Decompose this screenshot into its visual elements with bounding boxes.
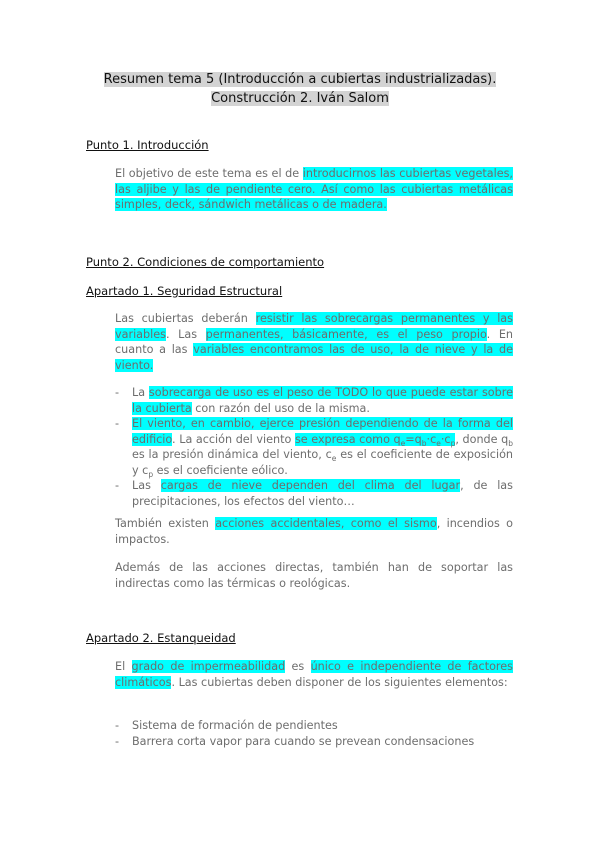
list-dash: - [115, 719, 120, 732]
text-run: , donde q [455, 432, 509, 446]
list-dash: - [115, 734, 120, 748]
subsection-heading-apartado-1: Apartado 1. Seguridad Estructural [86, 284, 283, 298]
list-acciones [115, 385, 513, 509]
text-run: La [132, 386, 149, 399]
text-run: También existen [115, 517, 216, 530]
section-heading-punto-1: Punto 1. Introducción [86, 138, 209, 152]
title-line-1: Resumen tema 5 (Introducción a cubiertas industrializadas). [103, 72, 497, 87]
highlighted-text: sobrecarga de uso es el peso de TODO lo que puede estar sobre la cubierta [132, 386, 513, 415]
subscript: p [450, 438, 456, 448]
paragraph-sobrecargas [115, 311, 513, 373]
subscript: e [331, 454, 337, 464]
text-run: Las cubiertas deberán [115, 312, 256, 325]
text-run: El [115, 660, 132, 673]
text-run: se expresa como q [294, 432, 401, 446]
list-item-viento [115, 416, 513, 478]
highlighted-text: introducirnos las cubiertas vegetales, las aljibe y las de pendiente cero. Así como las cubiertas metálicas simples, deck, sándwich metálicas o de madera. [115, 167, 513, 211]
highlighted-text: variables encontramos las de uso, la de nieve y la de viento. [115, 343, 513, 372]
highlighted-text: único e independiente de factores climáticos [115, 660, 513, 689]
list-dash: - [115, 417, 120, 430]
text-run: , incendios o impactos. [115, 517, 513, 546]
text-run: es la presión dinámica del viento, c [132, 448, 332, 461]
text-run: . En cuanto a las [115, 327, 513, 356]
text-run: , de las precipitaciones, los efectos del viento… [132, 479, 513, 508]
text-run: =q [405, 432, 422, 446]
paragraph-introduccion [115, 166, 513, 213]
paragraph-acciones-indirectas: Además de las acciones directas, también han de soportar las indirectas como las térmicas o reológicas. [115, 561, 513, 590]
highlighted-formula [295, 433, 455, 446]
list-item-nieve [115, 478, 513, 509]
text-run: . Las [165, 327, 206, 341]
highlighted-text: El viento, en cambio, ejerce presión dependiendo de la forma del edificio [132, 417, 513, 446]
list-dash: - [115, 479, 120, 492]
subscript: e [400, 438, 406, 448]
list-elementos [115, 718, 513, 749]
text-run: es el coeficiente de exposición y c [132, 448, 514, 477]
highlighted-text: resistir las sobrecargas permanentes y las variables [115, 312, 513, 341]
list-dash: - [115, 386, 120, 399]
text-run: es el coeficiente eólico. [153, 463, 288, 477]
text-run: Las [132, 479, 161, 492]
text-run: Sistema de formación de pendientes [132, 719, 338, 732]
text-run: ·c [440, 432, 451, 446]
list-item-sobrecarga-uso [115, 385, 513, 416]
list-item-pendientes [115, 718, 513, 734]
text-run: es [285, 660, 311, 673]
subscript: p [148, 469, 154, 479]
highlighted-text: acciones accidentales, como el sismo [215, 517, 437, 530]
text-run: . Las cubiertas deben disponer de los siguientes elementos: [171, 675, 508, 689]
subscript: b [421, 438, 427, 448]
text-run: Barrera corta vapor para cuando se prevean condensaciones [132, 734, 475, 748]
highlighted-text: cargas de nieve dependen del clima del lugar [160, 479, 461, 492]
text-run: . La acción del viento [172, 432, 295, 446]
paragraph-acciones-accidentales [115, 516, 513, 547]
highlighted-text: permanentes, básicamente, es el peso propio [205, 327, 487, 341]
list-item-barrera-vapor [115, 734, 513, 750]
title-line-2: Construcción 2. Iván Salom [211, 91, 389, 106]
text-run: ·c [426, 432, 437, 446]
subsection-heading-apartado-2: Apartado 2. Estanqueidad [86, 631, 236, 645]
text-run: El objetivo de este tema es el de [115, 167, 303, 180]
subscript: b [508, 438, 513, 448]
highlighted-text: grado de impermeabilidad [131, 660, 286, 673]
paragraph-estanqueidad [115, 659, 513, 690]
document-title [60, 70, 540, 108]
subscript: e [436, 438, 441, 448]
section-heading-punto-2: Punto 2. Condiciones de comportamiento [86, 255, 325, 269]
text-run: con razón del uso de la misma. [191, 401, 370, 415]
